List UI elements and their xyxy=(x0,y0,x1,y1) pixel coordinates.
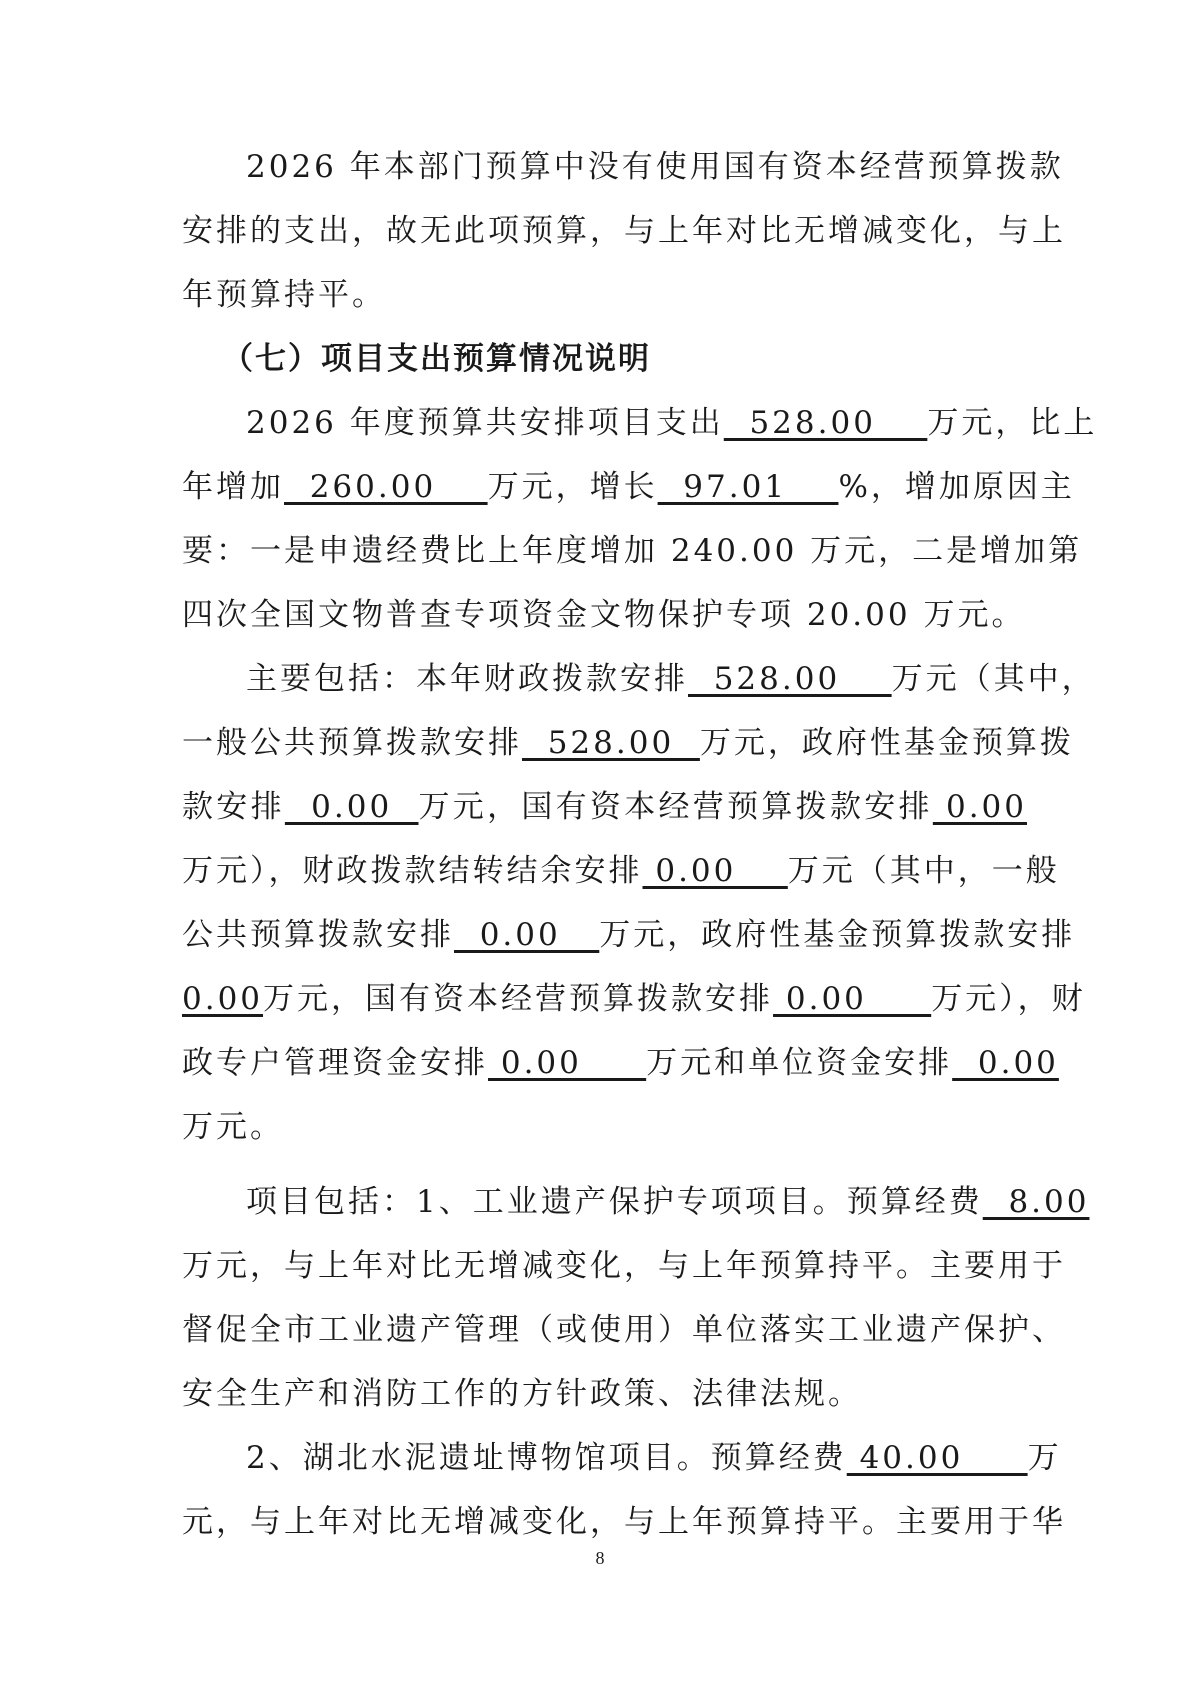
paragraph-line xyxy=(182,1045,1059,1081)
paragraph-line: 四次全国文物普查专项资金文物保护专项 20.00 万元。 xyxy=(182,597,1026,633)
text: 万元，政府性基金预算拨款安排 xyxy=(599,917,1076,953)
paragraph-line: 元，与上年对比无增减变化，与上年预算持平。主要用于华 xyxy=(182,1504,1066,1540)
paragraph-line: 安排的支出，故无此项预算，与上年对比无增减变化，与上 xyxy=(182,213,1066,249)
text: 2、湖北水泥遗址博物馆项目。预算经费 xyxy=(246,1440,847,1476)
paragraph-line xyxy=(182,1440,1062,1476)
text: 万元，国有资本经营预算拨款安排 xyxy=(418,789,933,825)
text: 万元，比上 xyxy=(927,405,1098,441)
text: 万元），财政拨款结转结余安排 xyxy=(182,853,643,889)
text: 万元），财 xyxy=(931,981,1086,1017)
text: 项目包括：1、工业遗产保护专项项目。预算经费 xyxy=(246,1184,983,1220)
paragraph-line: 安全生产和消防工作的方针政策、法律法规。 xyxy=(182,1376,862,1412)
text: 万元，国有资本经营预算拨款安排 xyxy=(263,981,774,1017)
paragraph-line: 督促全市工业遗产管理（或使用）单位落实工业遗产保护、 xyxy=(182,1312,1066,1348)
text: 万元，增长 xyxy=(487,469,658,505)
amount-blank: 40.00 xyxy=(846,1440,1028,1476)
document-body xyxy=(182,149,1098,1569)
amount-blank: 0.00 xyxy=(952,1045,1059,1081)
paragraph-line xyxy=(182,917,1076,953)
amount-blank: 0.00 xyxy=(932,789,1027,825)
text: %，增加原因主 xyxy=(838,469,1075,505)
text: 2026 年度预算共安排项目支出 xyxy=(246,405,724,441)
paragraph-line: 年预算持平。 xyxy=(182,277,386,313)
text: 万元和单位资金安排 xyxy=(646,1045,953,1081)
amount-blank: 260.00 xyxy=(284,469,488,505)
section-heading: （七）项目支出预算情况说明 xyxy=(222,341,651,377)
text: 年增加 xyxy=(182,469,284,505)
amount-blank: 0.00 xyxy=(773,981,932,1017)
amount-blank: 0.00 xyxy=(642,853,788,889)
amount-blank: 528.00 xyxy=(688,661,892,697)
paragraph-line xyxy=(182,790,1027,825)
paragraph-line xyxy=(182,661,1096,697)
amount-blank: 0.00 xyxy=(488,1045,647,1081)
text: 公共预算拨款安排 xyxy=(182,917,454,953)
amount-blank: 0.00 xyxy=(284,789,419,825)
paragraph-line xyxy=(182,981,1086,1017)
text: 主要包括：本年财政拨款安排 xyxy=(246,661,688,697)
amount-blank: 0.00 xyxy=(454,917,600,953)
paragraph-line xyxy=(182,469,1075,505)
paragraph-line: 要：一是申遗经费比上年度增加 240.00 万元，二是增加第 xyxy=(182,533,1083,569)
amount-blank: 0.00 xyxy=(182,981,264,1017)
text: 款安排 xyxy=(182,789,285,825)
text: 万元（其中，一般 xyxy=(787,853,1060,889)
paragraph-line xyxy=(182,853,1060,889)
percent-blank: 97.01 xyxy=(657,469,839,505)
paragraph-line xyxy=(182,405,1098,441)
paragraph-line: 万元。 xyxy=(182,1109,284,1145)
text: 一般公共预算拨款安排 xyxy=(182,725,522,761)
text: 万元（其中， xyxy=(891,661,1096,697)
amount-blank: 528.00 xyxy=(522,725,700,761)
paragraph-line: 2026 年本部门预算中没有使用国有资本经营预算拨款 xyxy=(246,149,1064,185)
text: 万元，政府性基金预算拨 xyxy=(699,725,1074,761)
paragraph-line xyxy=(182,725,1074,761)
amount-blank: 528.00 xyxy=(723,405,928,441)
page-number: 8 xyxy=(595,1548,605,1568)
text: 政专户管理资金安排 xyxy=(182,1045,488,1081)
amount-blank: 8.00 xyxy=(982,1184,1090,1220)
paragraph-line: 万元，与上年对比无增减变化，与上年预算持平。主要用于 xyxy=(182,1248,1066,1284)
text: 万 xyxy=(1027,1440,1062,1476)
paragraph-line xyxy=(182,1184,1090,1220)
